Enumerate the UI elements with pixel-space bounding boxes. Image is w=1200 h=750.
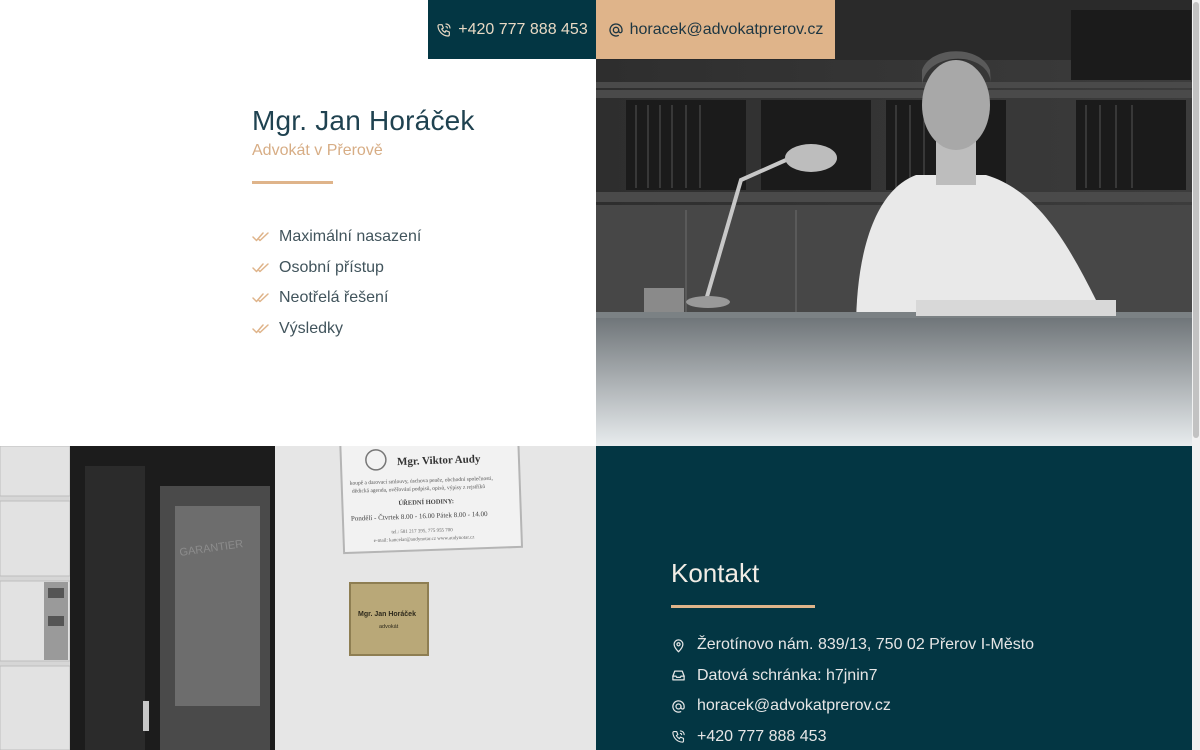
contact-list <box>671 630 1034 750</box>
page-scrollbar[interactable] <box>1192 0 1200 750</box>
svg-text:advokát: advokát <box>379 624 399 630</box>
feature-item <box>252 222 421 253</box>
contact-phone-text: +420 777 888 453 <box>697 727 827 745</box>
feature-list <box>252 222 421 344</box>
contact-address <box>671 630 1034 661</box>
location-pin-icon <box>671 638 686 653</box>
top-phone-text: +420 777 888 453 <box>458 20 588 38</box>
contact-address-text: Žerotínovo nám. 839/13, 750 02 Přerov I-Město <box>697 636 1035 654</box>
phone-icon <box>671 729 686 744</box>
double-check-icon <box>252 231 270 243</box>
page-subtitle: Advokát v Přerově <box>252 142 383 159</box>
at-icon <box>671 699 686 714</box>
contact-heading: Kontakt <box>671 558 760 588</box>
svg-text:Mgr. Viktor Audy: Mgr. Viktor Audy <box>396 453 481 469</box>
page-title: Mgr. Jan Horáček <box>252 105 475 136</box>
scrollbar-thumb[interactable] <box>1193 2 1199 438</box>
top-email-link[interactable] <box>596 0 835 59</box>
contact-email-link[interactable] <box>671 691 1034 722</box>
contact-email-text: horacek@advokatprerov.cz <box>697 697 891 715</box>
contact-divider <box>671 605 815 608</box>
svg-text:GARANTIER: GARANTIER <box>178 538 244 559</box>
hero-intro <box>0 0 596 446</box>
feature-item <box>252 283 421 314</box>
feature-item <box>252 314 421 345</box>
office-entrance-photo <box>0 446 596 750</box>
contact-phone-link[interactable] <box>671 722 1034 750</box>
svg-text:Mgr. Jan Horáček: Mgr. Jan Horáček <box>358 611 416 618</box>
at-icon <box>608 22 624 38</box>
inbox-icon <box>671 668 686 683</box>
top-email-text: horacek@advokatprerov.cz <box>629 20 824 38</box>
top-phone-link[interactable] <box>428 0 596 59</box>
svg-text:koupě a darovací smlouvy, úsch: koupě a darovací smlouvy, úschova peněz, obchodní společnosti, <box>349 475 493 487</box>
svg-text:e-mail: kancelar@audynotar.cz: e-mail: kancelar@audynotar.cz www.audynotar.cz <box>373 535 475 544</box>
title-divider <box>252 181 333 184</box>
contact-databox <box>671 661 1034 692</box>
svg-text:dědická agenda, ověřování podp: dědická agenda, ověřování podpisů, opisů, výpisy z rejstříků <box>351 484 486 495</box>
double-check-icon <box>252 292 270 304</box>
feature-item <box>252 253 421 284</box>
feature-label: Výsledky <box>279 319 344 337</box>
contact-databox-text: Datová schránka: h7jnin7 <box>697 666 878 684</box>
feature-label: Neotřelá řešení <box>279 289 389 307</box>
svg-text:tel.: 581 217 395, 775 955 700: tel.: 581 217 395, 775 955 700 <box>391 528 453 536</box>
double-check-icon <box>252 262 270 274</box>
svg-text:Pondělí - Čtvrtek 8.00 - 16.00: Pondělí - Čtvrtek 8.00 - 16.00 Pátek 8.00 - 14.00 <box>350 510 488 523</box>
lawyer-office-photo <box>596 0 1200 446</box>
double-check-icon <box>252 323 270 335</box>
contact-section <box>596 446 1200 750</box>
feature-label: Maximální nasazení <box>279 228 422 246</box>
top-contact-bar <box>428 0 835 59</box>
phone-icon <box>436 22 452 38</box>
feature-label: Osobní přístup <box>279 258 384 276</box>
svg-text:ÚŘEDNÍ HODINY:: ÚŘEDNÍ HODINY: <box>398 498 455 508</box>
